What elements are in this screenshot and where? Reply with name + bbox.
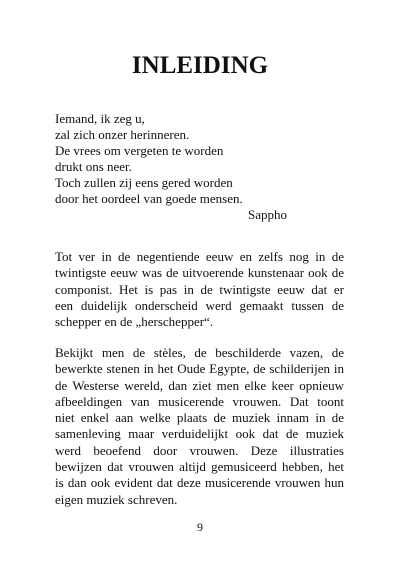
paragraph-line: de Westerse wereld, dan ziet men elke keer opnieuw: [55, 377, 344, 393]
paragraph-line: twintigste eeuw was de uitvoerende kunstenaar ook de: [55, 265, 344, 281]
paragraph-line: samenleving maar verduidelijkt ook dat de muziek: [55, 426, 344, 442]
paragraph-line: Bekijkt men de stèles, de beschilderde vazen, de: [55, 345, 344, 360]
paragraph-line: is dan ook evident dat deze musicerende vrouwen hun: [55, 475, 344, 491]
poem-line: zal zich onzer herinneren.: [55, 127, 190, 142]
paragraph-line: eigen muziek schreven.: [55, 491, 178, 507]
paragraph-1: [55, 249, 344, 330]
poem-line: drukt ons neer.: [55, 159, 132, 174]
poem-line: door het oordeel van goede mensen.: [55, 191, 243, 206]
paragraph-line: bewerkte stenen in het Oude Egypte, de schilderijen in: [55, 361, 344, 377]
paragraph-line: bewijzen dat vrouwen altijd gemusiceerd hebben, het: [55, 459, 344, 475]
paragraph-line: afbeeldingen van musicerende vrouwen. Dat toont: [55, 393, 344, 409]
poem-line: Iemand, ik zeg u,: [55, 111, 145, 126]
poem-line: De vrees om vergeten te worden: [55, 143, 224, 158]
page-number: 9: [197, 520, 203, 534]
paragraph-line: componist. Het is pas in de twintigste eeuw dat er: [55, 281, 344, 297]
epigraph-poem: [55, 111, 287, 223]
poem-line: Toch zullen zij eens gered worden: [55, 175, 233, 190]
paragraph-line: schepper en de „herschepper“.: [55, 314, 214, 330]
paragraph-line: een duidelijk onderscheid werd gemaakt tussen de: [55, 297, 344, 313]
paragraph-2: [55, 345, 344, 508]
paragraph-line: niet enkel aan welke plaats de muziek innam in de: [55, 410, 344, 426]
paragraph-line: Tot ver in de negentiende eeuw en zelfs nog in de: [55, 249, 344, 264]
paragraph-line: werd beoefend door vrouwen. Deze illustraties: [55, 442, 344, 458]
poem-author: Sappho: [248, 207, 287, 222]
chapter-title: INLEIDING: [131, 52, 269, 79]
